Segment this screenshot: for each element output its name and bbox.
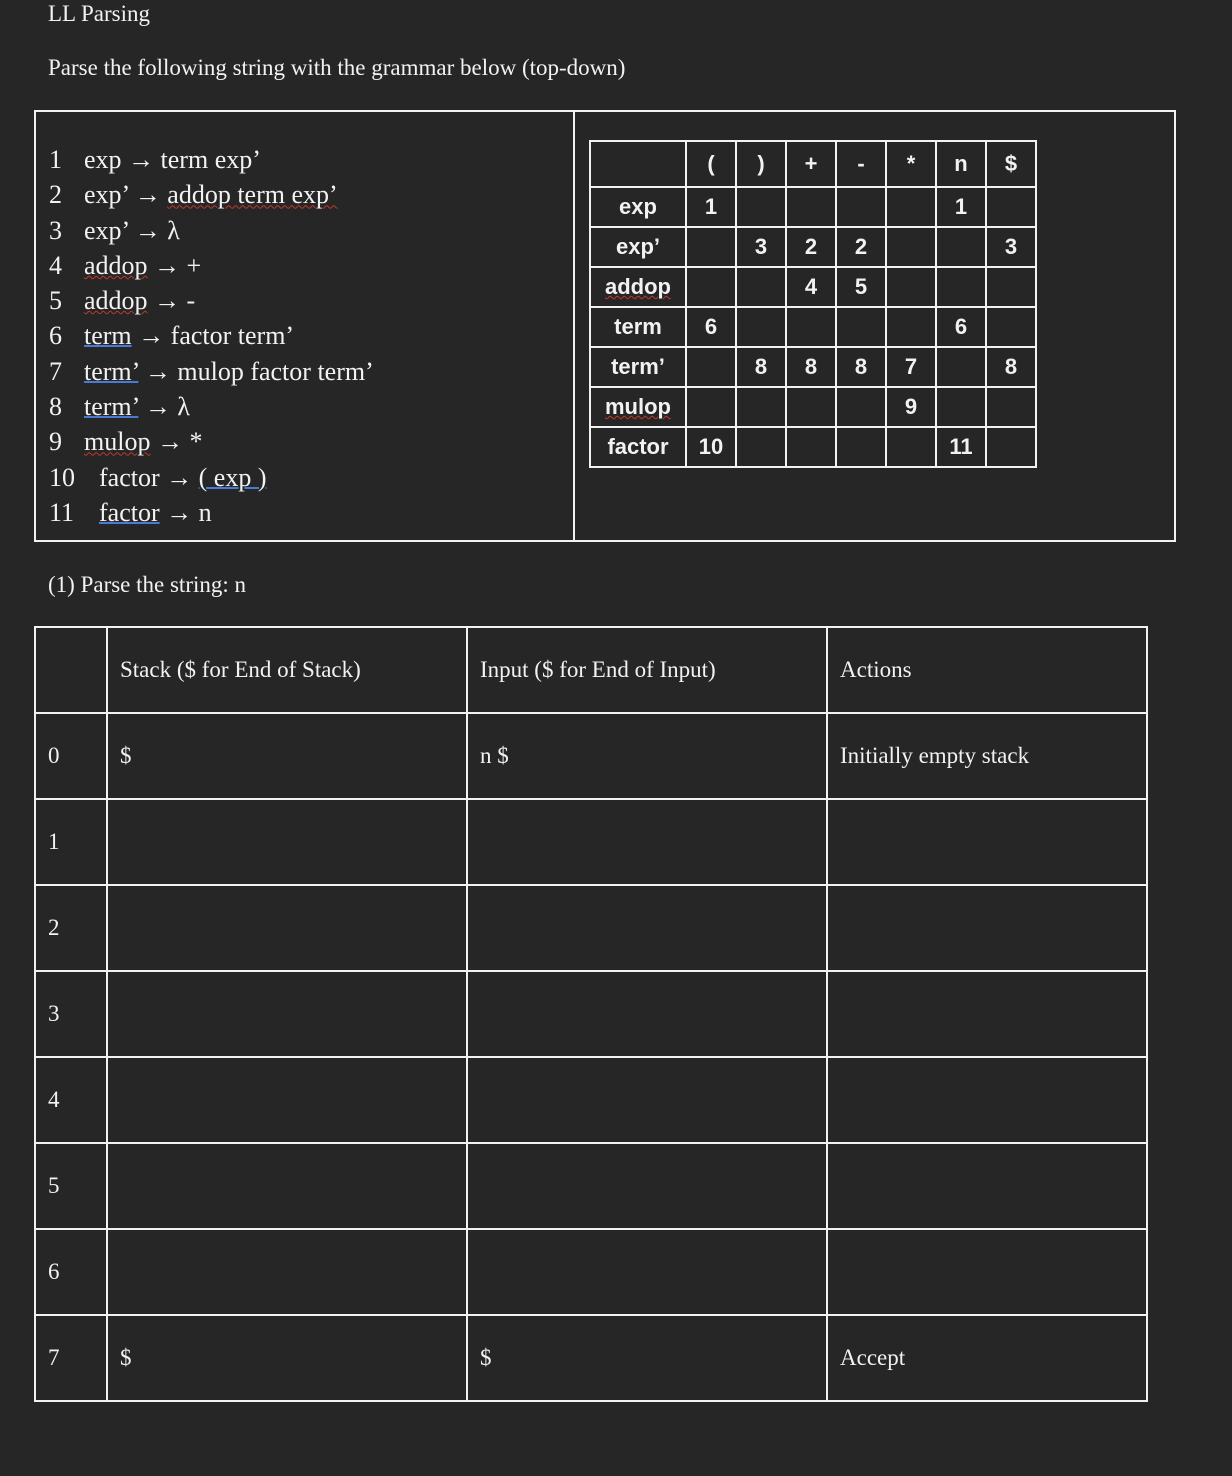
step-number: 6	[35, 1229, 107, 1315]
table-cell: 2	[786, 227, 836, 267]
rule-lhs: mulop	[84, 427, 151, 457]
rule-rhs: term exp’	[160, 145, 261, 174]
table-cell	[936, 347, 986, 387]
nonterminal-cell: exp’	[590, 227, 686, 267]
input-cell[interactable]	[467, 1229, 827, 1315]
table-cell	[786, 387, 836, 427]
trace-row	[35, 971, 1147, 1057]
table-cell: 6	[936, 307, 986, 347]
ll-parse-table	[589, 140, 1037, 468]
rule-arrow: →	[134, 180, 161, 210]
table-cell: 6	[686, 307, 736, 347]
rule-number: 5	[49, 286, 62, 316]
action-cell[interactable]: Initially empty stack	[827, 713, 1147, 799]
trace-row	[35, 1229, 1147, 1315]
table-cell: 8	[986, 347, 1036, 387]
step-header	[35, 627, 107, 713]
input-cell[interactable]: n $	[467, 713, 827, 799]
grammar-rule	[49, 177, 374, 212]
parse-table-row	[590, 427, 1036, 467]
rule-arrow: →	[134, 215, 161, 245]
parse-table-row	[590, 347, 1036, 387]
rule-rhs: +	[186, 250, 202, 280]
table-cell: 3	[986, 227, 1036, 267]
parse-trace-table	[34, 626, 1148, 1402]
rule-rhs: λ	[167, 215, 180, 245]
grammar-rule	[49, 318, 374, 353]
rule-number: 1	[49, 145, 62, 174]
nonterminal-cell: exp	[590, 187, 686, 227]
table-cell	[886, 307, 936, 347]
grammar-rule	[49, 495, 374, 530]
rule-lhs: factor	[99, 497, 160, 527]
nonterminal-label: addop	[605, 274, 671, 299]
nonterminal-cell: factor	[590, 427, 686, 467]
table-cell	[986, 387, 1036, 427]
action-cell[interactable]	[827, 799, 1147, 885]
header-cell: +	[786, 141, 836, 187]
rule-arrow: →	[138, 321, 165, 351]
action-cell[interactable]	[827, 971, 1147, 1057]
stack-cell[interactable]	[107, 1143, 467, 1229]
header-cell	[590, 141, 686, 187]
rule-lhs: term’	[84, 356, 139, 386]
rule-rhs: ( exp )	[198, 462, 267, 492]
step-number: 1	[35, 799, 107, 885]
action-cell[interactable]	[827, 1143, 1147, 1229]
question-text: (1) Parse the string: n	[48, 572, 247, 597]
input-cell[interactable]	[467, 885, 827, 971]
parse-table-header	[590, 141, 1036, 187]
table-cell	[736, 307, 786, 347]
trace-header-row	[35, 627, 1147, 713]
table-cell	[836, 427, 886, 467]
step-number: 7	[35, 1315, 107, 1401]
table-cell	[936, 227, 986, 267]
header-cell: )	[736, 141, 786, 187]
table-cell: 5	[836, 267, 886, 307]
rule-lhs: exp	[84, 145, 122, 174]
table-cell: 1	[936, 187, 986, 227]
rule-number: 3	[49, 215, 62, 245]
rule-rhs: -	[186, 286, 196, 316]
rule-arrow: →	[154, 286, 181, 316]
header-cell: n	[936, 141, 986, 187]
table-cell: 11	[936, 427, 986, 467]
rule-rhs: factor term’	[170, 321, 295, 351]
instruction-text: Parse the following string with the grammar below (top-down)	[48, 55, 626, 80]
header-cell: $	[986, 141, 1036, 187]
table-cell: 8	[836, 347, 886, 387]
rule-arrow: →	[156, 427, 183, 457]
input-header: Input ($ for End of Input)	[467, 627, 827, 713]
table-cell: 2	[836, 227, 886, 267]
step-number: 3	[35, 971, 107, 1057]
rule-number: 6	[49, 321, 62, 351]
table-cell	[686, 227, 736, 267]
grammar-rule	[49, 142, 374, 177]
table-cell: 8	[786, 347, 836, 387]
nonterminal-cell	[590, 387, 686, 427]
stack-header: Stack ($ for End of Stack)	[107, 627, 467, 713]
nonterminal-label: mulop	[605, 394, 671, 419]
table-cell	[736, 387, 786, 427]
grammar-rule	[49, 389, 374, 424]
step-number: 2	[35, 885, 107, 971]
stack-cell[interactable]	[107, 971, 467, 1057]
rule-rhs: λ	[177, 392, 190, 422]
table-cell: 3	[736, 227, 786, 267]
table-cell	[836, 187, 886, 227]
parse-table-row	[590, 307, 1036, 347]
table-cell	[736, 267, 786, 307]
nonterminal-cell: term	[590, 307, 686, 347]
grammar-rule	[49, 283, 374, 318]
table-cell	[886, 187, 936, 227]
trace-row	[35, 713, 1147, 799]
parse-table-row	[590, 187, 1036, 227]
table-cell	[736, 427, 786, 467]
nonterminal-cell	[590, 267, 686, 307]
parse-table-row	[590, 227, 1036, 267]
rule-lhs: factor	[99, 462, 160, 492]
rule-arrow: →	[128, 145, 155, 174]
rule-rhs: mulop factor term’	[177, 356, 374, 386]
stack-cell[interactable]	[107, 885, 467, 971]
rule-lhs: term	[84, 321, 132, 351]
rule-arrow: →	[166, 462, 193, 492]
rule-rhs: n	[198, 497, 212, 527]
input-cell[interactable]	[467, 799, 827, 885]
trace-row	[35, 885, 1147, 971]
grammar-rules	[49, 142, 374, 530]
page-title: LL Parsing	[48, 1, 150, 26]
trace-row	[35, 1143, 1147, 1229]
header-cell: -	[836, 141, 886, 187]
table-cell	[936, 387, 986, 427]
action-cell[interactable]	[827, 885, 1147, 971]
table-cell	[886, 267, 936, 307]
action-cell[interactable]: Accept	[827, 1315, 1147, 1401]
table-cell	[986, 307, 1036, 347]
actions-header: Actions	[827, 627, 1147, 713]
stack-cell[interactable]	[107, 799, 467, 885]
table-cell	[986, 267, 1036, 307]
table-cell	[836, 307, 886, 347]
rule-lhs: term’	[84, 392, 139, 422]
rule-arrow: →	[144, 356, 171, 386]
header-cell: (	[686, 141, 736, 187]
grammar-rule	[49, 460, 374, 495]
rule-arrow: →	[144, 392, 171, 422]
table-cell	[686, 387, 736, 427]
rule-number: 8	[49, 392, 62, 422]
table-cell	[836, 387, 886, 427]
rule-number: 7	[49, 356, 62, 386]
stack-cell[interactable]: $	[107, 713, 467, 799]
grammar-rule	[49, 213, 374, 248]
table-cell	[986, 187, 1036, 227]
rule-number: 10	[49, 462, 75, 492]
grammar-rule	[49, 354, 374, 389]
table-cell: 8	[736, 347, 786, 387]
input-cell[interactable]	[467, 971, 827, 1057]
grammar-and-table-box	[34, 110, 1176, 542]
grammar-rule	[49, 424, 374, 459]
parse-table-row	[590, 267, 1036, 307]
stack-cell[interactable]	[107, 1057, 467, 1143]
rule-rhs: *	[189, 427, 203, 457]
input-cell[interactable]	[467, 1143, 827, 1229]
step-number: 4	[35, 1057, 107, 1143]
input-cell[interactable]: $	[467, 1315, 827, 1401]
trace-row	[35, 799, 1147, 885]
nonterminal-cell: term’	[590, 347, 686, 387]
rule-number: 4	[49, 250, 62, 280]
table-cell: 4	[786, 267, 836, 307]
table-cell	[886, 227, 936, 267]
table-cell	[786, 187, 836, 227]
table-cell	[736, 187, 786, 227]
rule-number: 9	[49, 427, 62, 457]
rule-number: 2	[49, 180, 62, 210]
table-cell	[936, 267, 986, 307]
rule-arrow: →	[166, 497, 193, 527]
table-cell	[986, 427, 1036, 467]
table-cell: 7	[886, 347, 936, 387]
stack-cell[interactable]: $	[107, 1315, 467, 1401]
header-cell: *	[886, 141, 936, 187]
rule-lhs: exp’	[84, 215, 129, 245]
box-divider	[573, 112, 575, 540]
rule-lhs: exp’	[84, 180, 129, 210]
rule-arrow: →	[154, 250, 181, 280]
rule-number: 11	[49, 497, 75, 527]
table-cell	[686, 347, 736, 387]
step-number: 0	[35, 713, 107, 799]
table-cell	[786, 427, 836, 467]
table-cell	[686, 267, 736, 307]
grammar-rule	[49, 248, 374, 283]
rule-lhs: addop	[84, 286, 148, 316]
rule-rhs: addop term exp’	[167, 180, 338, 210]
table-cell	[886, 427, 936, 467]
action-cell[interactable]	[827, 1229, 1147, 1315]
parse-table-row	[590, 387, 1036, 427]
trace-row	[35, 1057, 1147, 1143]
step-number: 5	[35, 1143, 107, 1229]
rule-lhs: addop	[84, 250, 148, 280]
table-cell: 9	[886, 387, 936, 427]
table-cell	[786, 307, 836, 347]
table-cell: 1	[686, 187, 736, 227]
stack-cell[interactable]	[107, 1229, 467, 1315]
input-cell[interactable]	[467, 1057, 827, 1143]
table-cell: 10	[686, 427, 736, 467]
trace-row	[35, 1315, 1147, 1401]
action-cell[interactable]	[827, 1057, 1147, 1143]
